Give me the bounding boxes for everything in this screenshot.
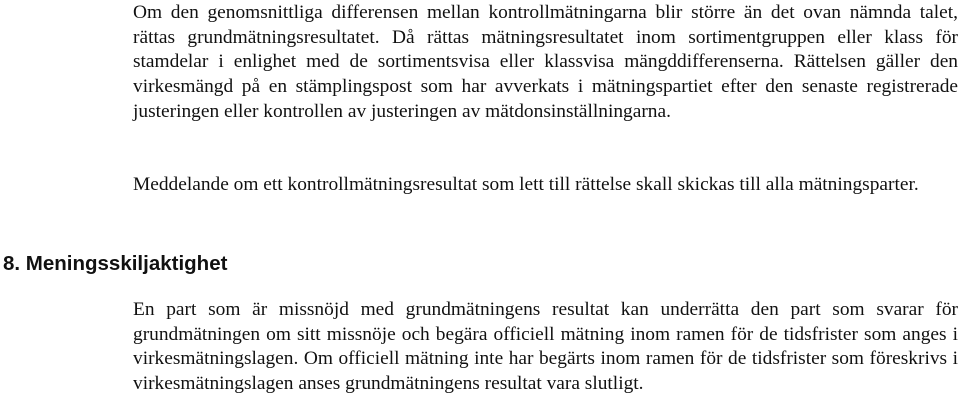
- body-paragraph-correction: Om den genomsnittliga differensen mellan kontrollmätningarna blir större än det ovan nämnda talet, rättas grundmätningsresultatet. Då rättas mätningsresultatet inom sortimentgruppen eller klass för stamdelar i enlighet med de sortimentsvisa eller klassvisa mängddifferenserna. Rättelsen gäller den virkesmängd på en stämplingspost som har avverkats i mätningspartiet efter den senaste registrerade justeringen eller kontrollen av justeringen av mätdonsinställningarna.: [133, 2, 958, 122]
- body-paragraph-disagreement: En part som är missnöjd med grundmätningens resultat kan underrätta den part som svarar för grundmätningen om sitt missnöje och begära officiell mätning inom ramen för de tidsfrister som anges i virkesmätningslagen. Om officiell mätning inte har begärts inom ramen för de tidsfrister som föreskrivs i virkesmätningslagen anses grundmätningens resultat vara slutligt.: [133, 299, 958, 395]
- body-paragraph-notification: Meddelande om ett kontrollmätningsresultat som lett till rättelse skall skickas till alla mätningsparter.: [133, 174, 919, 195]
- section-heading: 8. Meningsskiljaktighet: [3, 252, 228, 275]
